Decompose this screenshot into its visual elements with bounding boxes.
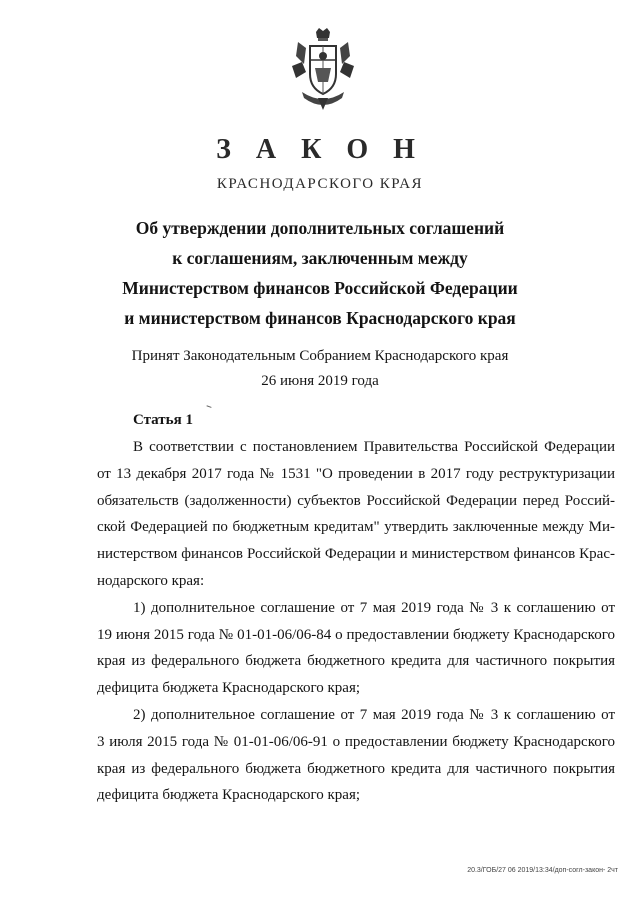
body-line: нистерством финансов Российской Федерации и министерством финансов Крас- bbox=[97, 546, 615, 563]
body-line: 1) дополнительное соглашение от 7 мая 2019 года № 3 к соглашению от bbox=[133, 599, 615, 616]
adoption-note bbox=[0, 344, 640, 394]
adoption-line: Принят Законодательным Собранием Краснодарского края bbox=[131, 348, 509, 364]
law-heading bbox=[0, 213, 640, 333]
body-line: края из федерального бюджета бюджетного кредита для частичного покрытия bbox=[97, 653, 615, 670]
adoption-date: 26 июня 2019 года bbox=[261, 373, 379, 389]
pen-mark bbox=[205, 405, 211, 410]
heading-line: к соглашениям, заключенным между bbox=[172, 248, 468, 268]
body-line: 2) дополнительное соглашение от 7 мая 2019 года № 3 к соглашению от bbox=[133, 706, 615, 723]
coat-of-arms-emblem bbox=[288, 26, 358, 114]
body-line: от 13 декабря 2017 года № 1531 "О проведении в 2017 году реструктуризации bbox=[97, 465, 615, 482]
heading-line: Об утверждении дополнительных соглашений bbox=[135, 218, 505, 238]
body-line: обязательств (задолженности) субъектов Российской Федерации перед Россий- bbox=[97, 492, 615, 509]
body-line: края из федерального бюджета бюджетного кредита для частичного покрытия bbox=[97, 760, 615, 777]
law-subtitle: КРАСНОДАРСКОГО КРАЯ bbox=[216, 176, 424, 192]
heading-line: Министерством финансов Российской Федерации bbox=[122, 278, 518, 298]
heading-line: и министерством финансов Краснодарского края bbox=[124, 308, 516, 328]
body-line: 19 июня 2015 года № 01-01-06/06-84 о предоставлении бюджету Краснодарского bbox=[97, 626, 615, 643]
law-title: З А К О Н bbox=[216, 134, 424, 165]
article-body bbox=[97, 434, 615, 809]
document-stamp: 20.3/ГОБ/27 06 2019/13:34/доп-согл-закон- 2чт bbox=[467, 867, 618, 874]
body-line: дефицита бюджета Краснодарского края; bbox=[97, 787, 361, 804]
body-line: нодарского края: bbox=[97, 572, 205, 589]
body-line: дефицита бюджета Краснодарского края; bbox=[97, 680, 361, 697]
body-line: В соответствии с постановлением Правительства Российской Федерации bbox=[133, 439, 615, 455]
body-line: 3 июля 2015 года № 01-01-06/06-91 о предоставлении бюджету Краснодарского bbox=[97, 733, 615, 750]
body-line: ской Федерацией по бюджетным кредитам" утвердить заключенные между Ми- bbox=[97, 519, 615, 536]
article-title: Статья 1 bbox=[133, 412, 193, 428]
